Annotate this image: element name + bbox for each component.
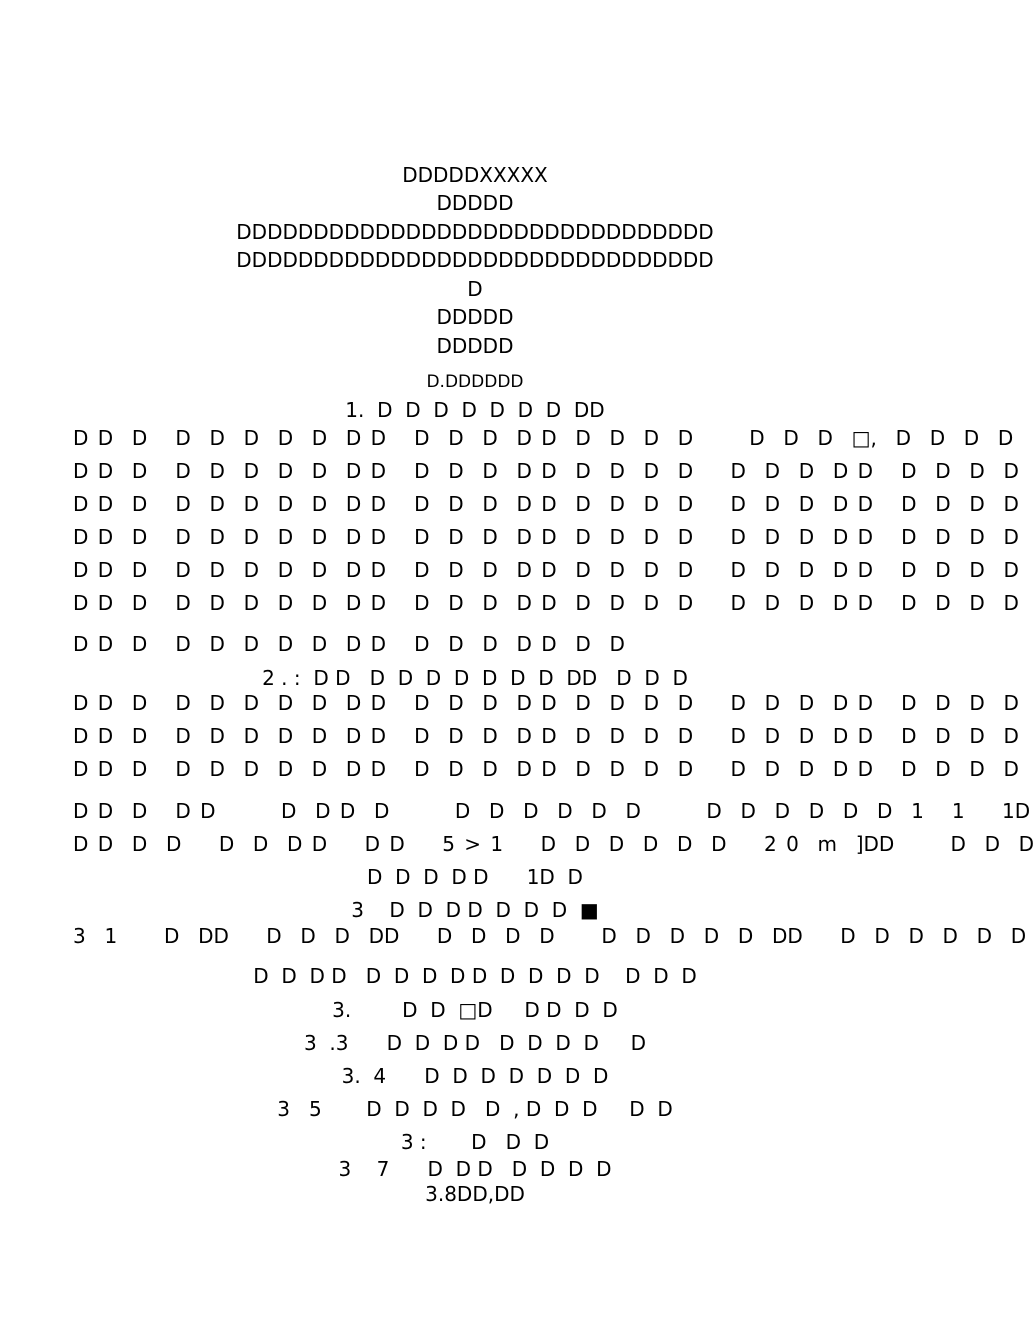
section-2-line-centered: D D D D D 1D D xyxy=(367,865,583,889)
section-1-heading: 1. D D D D D D D DD xyxy=(345,398,605,422)
section-2-line: D D D D D D D D D D 5 > 1 D D D D D D 2 0 m ]DD D D D xyxy=(73,832,1034,856)
section-1-line: D D D D D D D D D D D D D D D D D D D D D D D D D D D D xyxy=(73,591,1019,615)
section-1-line: D D D D D D D D D D D D D D D D D D D D D D □, D D D D xyxy=(73,426,1014,450)
section-2-line: D D D D D D D D D D D D D D D D D D D D D 1 1 1D xyxy=(73,799,1031,823)
section-1-line: D D D D D D D D D D D D D D D D D D D D D D D D D D D D xyxy=(73,558,1019,582)
title-line-5: D xyxy=(467,277,483,301)
section-3-line: D D D D D D D D D D D D D D D D xyxy=(253,964,697,988)
section-2-line: D D D D D D D D D D D D D D D D D D D D D D D D D D D D xyxy=(73,757,1019,781)
section-1-line: D D D D D D D D D D D D D D D D D D D D D D D D D D D D xyxy=(73,492,1019,516)
section-1-line: D D D D D D D D D D D D D D D D D xyxy=(73,632,625,656)
section-3-line: 3. D D □D D D D D xyxy=(332,998,618,1022)
section-1-line: D D D D D D D D D D D D D D D D D D D D D D D D D D D D xyxy=(73,459,1019,483)
title-line-3: DDDDDDDDDDDDDDDDDDDDDDDDDDDDDDD xyxy=(236,220,714,244)
title-line-7: DDDDD xyxy=(436,334,514,358)
section-1-line: D D D D D D D D D D D D D D D D D D D D D D D D D D D D xyxy=(73,525,1019,549)
section-2-line: D D D D D D D D D D D D D D D D D D D D D D D D D D D D xyxy=(73,691,1019,715)
section-3-heading: 3 1 D DD D D D DD D D D D D D D D D DD D D D D D D xyxy=(73,924,1027,948)
section-3-line: 3.8DD,DD xyxy=(425,1182,525,1206)
title-line-1: DDDDDXXXXX xyxy=(402,163,548,187)
section-3-line: 3 7 D D D D D D D xyxy=(338,1157,612,1181)
section-3-line: 3 : D D D xyxy=(400,1130,550,1154)
section-2-line-centered: 3 D D D D D D D ■ xyxy=(351,898,599,922)
subtitle: D.DDDDDD xyxy=(426,372,524,392)
title-line-4: DDDDDDDDDDDDDDDDDDDDDDDDDDDDDDD xyxy=(236,248,714,272)
section-3-line: 3 .3 D D D D D D D D D xyxy=(303,1031,647,1055)
section-3-line: 3 5 D D D D D , D D D D D xyxy=(277,1097,673,1121)
section-3-line: 3. 4 D D D D D D D xyxy=(341,1064,609,1088)
title-line-2: DDDDD xyxy=(436,191,514,215)
title-line-6: DDDDD xyxy=(436,305,514,329)
section-2-heading: 2 . : D D D D D D D D D DD D D D xyxy=(262,666,688,690)
section-2-line: D D D D D D D D D D D D D D D D D D D D D D D D D D D D xyxy=(73,724,1019,748)
